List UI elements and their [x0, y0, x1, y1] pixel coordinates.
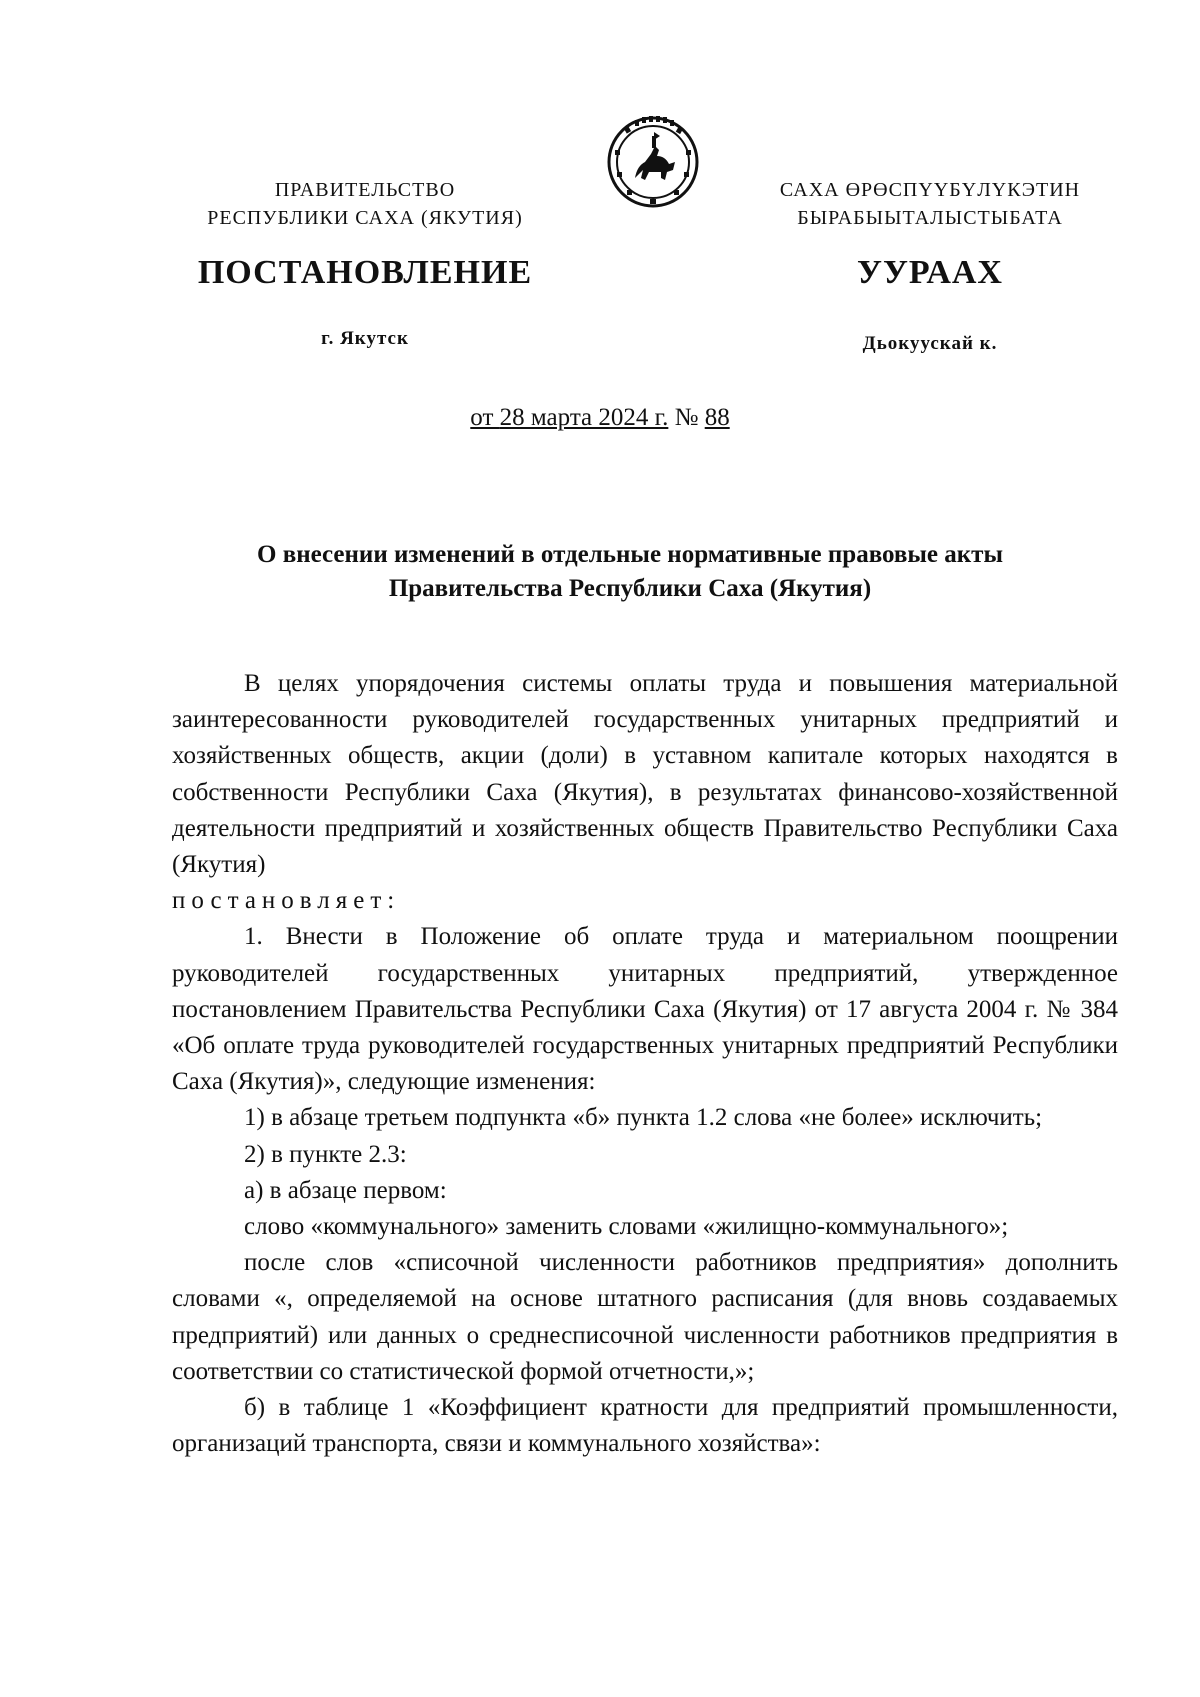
doc-type-russian: ПОСТАНОВЛЕНИЕ	[197, 254, 533, 291]
date-prefix: от	[470, 404, 500, 431]
doc-type-sakha: УУРААХ	[857, 254, 1003, 291]
document-date: 28 марта 2024 г.	[499, 404, 669, 431]
issuer-russian	[150, 176, 580, 232]
issuer-russian-line2: РЕСПУБЛИКИ САХА (ЯКУТИЯ)	[207, 207, 523, 229]
paragraph-subitem-2: 2) в пункте 2.3:	[244, 1140, 407, 1168]
paragraph-subitem-2b: б) в таблице 1 «Коэффициент кратности для предприятий промышленности, организаций транспорта, связи и коммунального хозяйства»:	[172, 1394, 1118, 1458]
paragraph-resolves-wrapper	[172, 883, 1118, 919]
number-sign: №	[668, 404, 705, 431]
title-line1: О внесении изменений в отдельные нормативные правовые акты	[257, 541, 1003, 568]
paragraph-replace-word: слово «коммунального» заменить словами «жилищно-коммунального»;	[244, 1213, 1009, 1241]
resolves-word: постановляет:	[172, 887, 401, 915]
document-number: 88	[704, 404, 730, 431]
city-russian: г. Якутск	[321, 328, 409, 349]
city-sakha: Дьокуускай к.	[862, 333, 998, 354]
paragraph-intro: В целях упорядочения системы оплаты труда и повышения материальной заинтересованности руководителей государственных унитарных предприятий и хозяйственных обществ, акции (доли) в уставном капитале которых находятся в собственности Республики Саха (Якутия), в результатах финансово-хозяйственной деятельности предприятий и хозяйственных обществ Правительство Республики Саха (Якутия)	[172, 670, 1118, 879]
paragraph-add-words: после слов «списочной численности работников предприятия» дополнить словами «, определяемой на основе штатного расписания (для вновь создаваемых предприятий) или данных о среднесписочной численности работников предприятия в соответствии со статистической формой отчетности,»;	[172, 1249, 1118, 1385]
document-body	[172, 666, 1118, 1462]
issuer-sakha-line2: БЫРАБЫЫТАЛЫСТЫБАТА	[797, 207, 1063, 229]
coat-of-arms-emblem-icon	[605, 110, 701, 210]
paragraph-item-1: 1. Внести в Положение об оплате труда и материальном поощрении руководителей государственных унитарных предприятий, утвержденное постановлением Правительства Республики Саха (Якутия) от 17 августа 2004 г. № 384 «Об оплате труда руководителей государственных унитарных предприятий Республики Саха (Якутия)», следующие изменения:	[172, 923, 1118, 1096]
issuer-sakha	[735, 176, 1125, 232]
paragraph-subitem-1: 1) в абзаце третьем подпункта «б» пункта 1.2 слова «не более» исключить;	[244, 1104, 1043, 1132]
document-title	[170, 538, 1090, 606]
issuer-russian-line1: ПРАВИТЕЛЬСТВО	[274, 179, 456, 201]
paragraph-subitem-2a: а) в абзаце первом:	[244, 1176, 447, 1204]
date-and-number	[0, 404, 1200, 432]
title-line2: Правительства Республики Саха (Якутия)	[388, 575, 872, 602]
issuer-sakha-line1: САХА ӨРӨСПҮҮБҮЛҮКЭТИН	[779, 179, 1081, 201]
